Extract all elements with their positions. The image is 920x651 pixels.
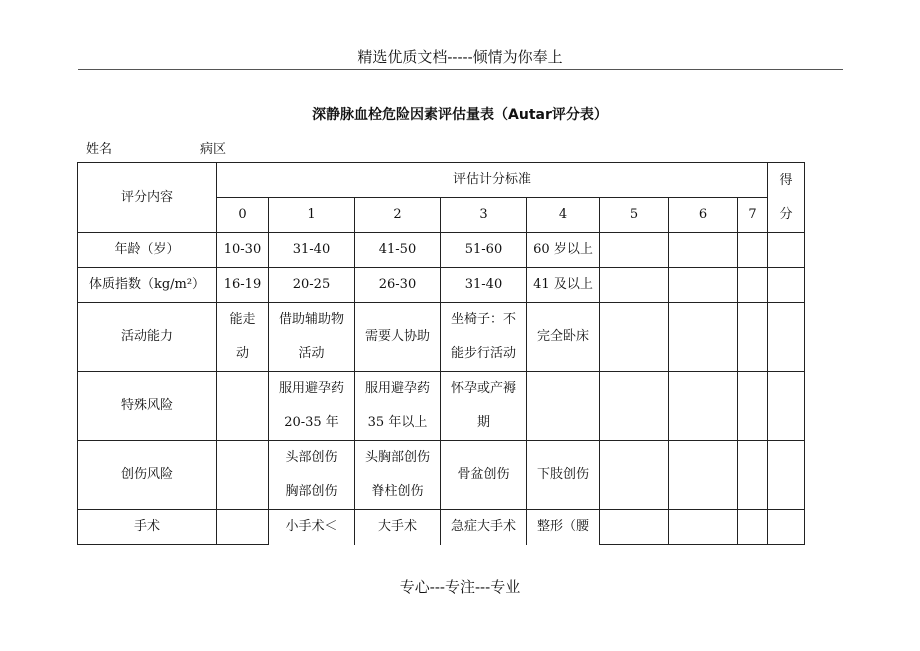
- score-cell: [768, 303, 805, 372]
- table-cell: [527, 372, 600, 441]
- row-label-age: 年龄（岁）: [78, 233, 217, 268]
- table-cell: [441, 303, 527, 372]
- score-cell: [768, 510, 805, 545]
- table-row: [78, 441, 805, 510]
- cell-line: 骨盆创伤: [457, 467, 510, 482]
- cell-line: 需要人协助: [364, 329, 430, 344]
- cell-line: 能走: [229, 312, 256, 327]
- cell-line: 期: [476, 415, 490, 430]
- table-row: [78, 303, 805, 372]
- table-cell: [269, 372, 355, 441]
- table-cell: [738, 268, 768, 303]
- table-cell: [600, 441, 669, 510]
- table-cell: 16-19: [217, 268, 269, 303]
- cell-line: 下肢创伤: [536, 467, 589, 482]
- score-header-cell: [768, 163, 805, 233]
- table-cell: [738, 510, 768, 545]
- table-cell: 31-40: [269, 233, 355, 268]
- score-cell: [768, 268, 805, 303]
- table-cell: [355, 372, 441, 441]
- table-cell: 大手术: [355, 510, 441, 545]
- table-cell: 整形（腰: [527, 510, 600, 545]
- page-footer: 专心---专注---专业: [399, 578, 521, 596]
- table-cell: [217, 441, 269, 510]
- table-cell: [527, 303, 600, 372]
- criteria-header-cell: 评估计分标准: [217, 163, 768, 198]
- table-cell: [355, 441, 441, 510]
- table-cell: [355, 303, 441, 372]
- table-cell: [441, 441, 527, 510]
- row-label-trauma-risk: 创伤风险: [78, 441, 217, 510]
- score-col-6: 6: [669, 198, 738, 233]
- content-header-cell: 评分内容: [78, 163, 217, 233]
- cell-line: 怀孕或产褥: [450, 381, 516, 396]
- table-cell: [669, 372, 738, 441]
- cell-line: 借助辅助物: [278, 312, 344, 327]
- table-cell: 41-50: [355, 233, 441, 268]
- table-cell: [217, 510, 269, 545]
- cell-line: 35 年以上: [367, 415, 428, 430]
- table-row: [78, 268, 805, 303]
- table-cell: 急症大手术: [441, 510, 527, 545]
- score-cell: [768, 441, 805, 510]
- name-label: 姓名: [86, 142, 113, 157]
- cell-line: 能步行活动: [450, 346, 516, 361]
- score-col-2: 2: [355, 198, 441, 233]
- table-cell: 10-30: [217, 233, 269, 268]
- table-cell: [600, 233, 669, 268]
- score-header-line2: 分: [779, 206, 793, 222]
- table-cell: [738, 303, 768, 372]
- table-cell: [669, 268, 738, 303]
- cell-line: 脊柱创伤: [371, 484, 424, 499]
- table-cell: [669, 441, 738, 510]
- table-cell: [527, 441, 600, 510]
- table-cell: [669, 510, 738, 545]
- score-col-4: 4: [527, 198, 600, 233]
- row-label-mobility: 活动能力: [78, 303, 217, 372]
- table-cell: [600, 303, 669, 372]
- score-col-0: 0: [217, 198, 269, 233]
- table-row: [78, 233, 805, 268]
- table-cell: 41 及以上: [527, 268, 600, 303]
- header-divider: [78, 69, 843, 70]
- cell-line: 服用避孕药: [364, 381, 430, 396]
- cell-line: 完全卧床: [536, 329, 589, 344]
- table-cell: [600, 268, 669, 303]
- score-col-1: 1: [269, 198, 355, 233]
- score-cell: [768, 233, 805, 268]
- table-row: [78, 372, 805, 441]
- score-col-3: 3: [441, 198, 527, 233]
- table-cell: [269, 441, 355, 510]
- table-cell: 31-40: [441, 268, 527, 303]
- score-col-7: 7: [738, 198, 768, 233]
- score-cell: [768, 372, 805, 441]
- table-cell: [669, 233, 738, 268]
- cell-line: 头胸部创伤: [364, 450, 430, 465]
- table-cell: 60 岁以上: [527, 233, 600, 268]
- cell-line: 20-35 年: [284, 415, 339, 430]
- autar-score-table: [77, 162, 805, 545]
- page-header: 精选优质文档-----倾情为你奉上: [357, 48, 563, 66]
- table-cell: [217, 372, 269, 441]
- document-title: 深静脉血栓危险因素评估量表（Autar评分表）: [312, 107, 608, 123]
- cell-line: 动: [235, 346, 249, 361]
- table-cell: [738, 441, 768, 510]
- cell-line: 坐椅子：不: [450, 312, 516, 327]
- cell-line: 胸部创伤: [285, 484, 338, 499]
- table-cell: [738, 233, 768, 268]
- table-cell: 20-25: [269, 268, 355, 303]
- cell-line: 活动: [298, 346, 325, 361]
- row-label-surgery: 手术: [78, 510, 217, 545]
- table-cell: [600, 510, 669, 545]
- table-cell: [217, 303, 269, 372]
- table-cell: [269, 303, 355, 372]
- table-cell: 51-60: [441, 233, 527, 268]
- table-cell: [669, 303, 738, 372]
- cell-line: 服用避孕药: [278, 381, 344, 396]
- table-cell: 26-30: [355, 268, 441, 303]
- score-col-5: 5: [600, 198, 669, 233]
- table-cell: 小手术＜: [269, 510, 355, 545]
- table-row: [78, 510, 805, 545]
- table-cell: [738, 372, 768, 441]
- row-label-bmi: 体质指数（kg/m²）: [78, 268, 217, 303]
- table-cell: [441, 372, 527, 441]
- ward-label: 病区: [200, 142, 227, 157]
- cell-line: 头部创伤: [285, 450, 338, 465]
- row-label-special-risk: 特殊风险: [78, 372, 217, 441]
- score-header-line1: 得: [779, 172, 793, 188]
- table-cell: [600, 372, 669, 441]
